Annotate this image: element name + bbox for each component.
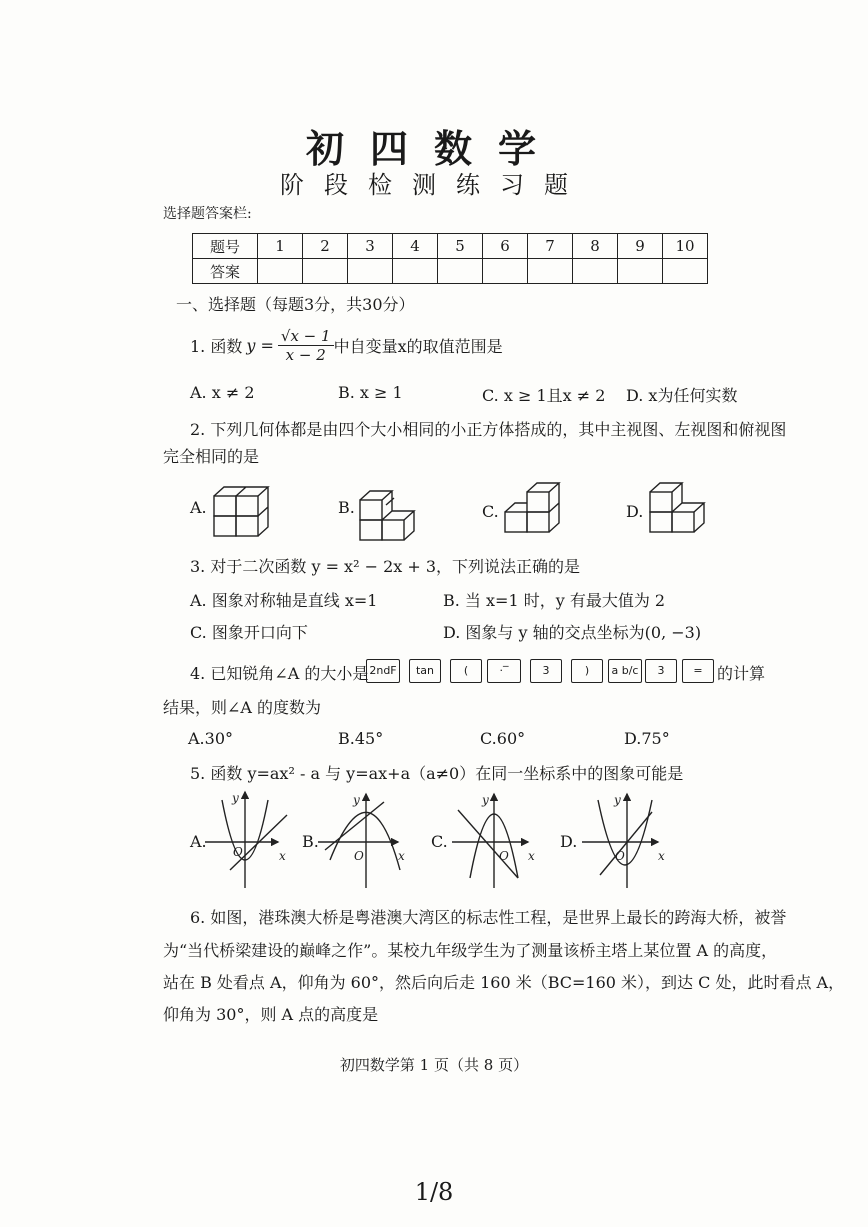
page-subtitle: 阶段检测练习题: [280, 171, 588, 199]
q5-c-axis-y: y: [482, 793, 489, 807]
q5-c-origin: O: [499, 849, 509, 863]
q5-graph-d: [582, 794, 658, 888]
q3-option-d: D. 图象与 y 轴的交点坐标为(0, −3): [443, 623, 702, 642]
q5-b-axis-y: y: [353, 793, 360, 807]
answer-table-head: 答案: [193, 259, 258, 284]
q5-a-axis-x: x: [279, 849, 286, 863]
q6-line-1: 6. 如图，港珠澳大桥是粤港澳大湾区的标志性工程，是世界上最长的跨海大桥，被誉: [190, 908, 787, 927]
q1-option-c: C. x ≥ 1且x ≠ 2: [482, 386, 606, 405]
q2-option-c-label: C.: [482, 502, 499, 521]
q1-option-a: A. x ≠ 2: [190, 383, 255, 402]
q4-option-c: C.60°: [480, 729, 526, 748]
q5-b-origin: O: [354, 849, 364, 863]
answer-table-number: 9: [618, 234, 663, 259]
q5-graph-a: [205, 792, 287, 888]
q1-y: y =: [246, 336, 274, 355]
answer-table-number: 6: [483, 234, 528, 259]
answer-bar-label: 选择题答案栏:: [163, 206, 252, 222]
q5-a-origin: O: [233, 845, 243, 859]
q5-text: 5. 函数 y=ax² - a 与 y=ax+a（a≠0）在同一坐标系中的图象可能是: [190, 764, 684, 783]
q1-numerator: √x − 1: [278, 327, 334, 346]
q1-option-d: D. x为任何实数: [626, 386, 738, 405]
q5-a-axis-y: y: [232, 791, 239, 805]
q5-b-axis-x: x: [398, 849, 405, 863]
q3-option-a: A. 图象对称轴是直线 x=1: [190, 591, 378, 610]
q1-option-b: B. x ≥ 1: [338, 383, 403, 402]
q2-line-1: 2. 下列几何体都是由四个大小相同的小正方体搭成的，其中主视图、左视图和俯视图: [190, 420, 787, 439]
q5-graph-b: [318, 794, 400, 888]
q4-option-d: D.75°: [624, 729, 670, 748]
q2-option-b-label: B.: [338, 498, 355, 517]
q2-line-2: 完全相同的是: [163, 447, 260, 466]
q4-option-b: B.45°: [338, 729, 384, 748]
q4-option-a: A.30°: [188, 729, 233, 748]
q1-prefix: 1. 函数: [190, 337, 243, 356]
q5-d-axis-y: y: [614, 793, 621, 807]
answer-table-number: 5: [438, 234, 483, 259]
q6-line-2: 为“当代桥梁建设的巅峰之作”。某校九年级学生为了测量该桥主塔上某位置 A 的高度，: [163, 941, 778, 960]
page-footer-label: 初四数学第 1 页（共 8 页）: [339, 1056, 529, 1074]
calc-key-fraction: a b/c: [608, 659, 642, 683]
q2-option-d-label: D.: [626, 502, 644, 521]
answer-table-number: 4: [393, 234, 438, 259]
q1-denominator: x − 2: [285, 346, 326, 364]
calc-key-close-paren: ): [571, 659, 603, 683]
calc-key-3: 3: [645, 659, 677, 683]
q6-line-3: 站在 B 处看点 A，仰角为 60°，然后向后走 160 米（BC=160 米），到达 C 处，此时看点 A，: [163, 973, 845, 992]
q3-text: 3. 对于二次函数 y = x² − 2x + 3，下列说法正确的是: [190, 557, 581, 576]
q3-option-b: B. 当 x=1 时，y 有最大值为 2: [443, 591, 666, 610]
answer-table-number: 2: [303, 234, 348, 259]
answer-table-number: 3: [348, 234, 393, 259]
answer-table-number: 8: [573, 234, 618, 259]
q5-option-b-label: B.: [302, 832, 319, 851]
q6-line-4: 仰角为 30°，则 A 点的高度是: [163, 1005, 379, 1024]
calc-key-2ndf: 2ndF: [366, 659, 400, 683]
answer-table-number: 7: [528, 234, 573, 259]
q5-d-origin: O: [615, 849, 625, 863]
q4-prefix: 4. 已知锐角∠A 的大小是: [190, 664, 369, 683]
calc-key-open-paren: (: [450, 659, 482, 683]
q3-option-c: C. 图象开口向下: [190, 623, 308, 642]
section-heading: 一、选择题（每题3分，共30分）: [176, 295, 415, 314]
calc-key-3: 3: [530, 659, 562, 683]
q4-line-2: 结果，则∠A 的度数为: [163, 698, 322, 717]
q5-graph-c: [452, 794, 528, 888]
q4-suffix: 的计算: [717, 664, 766, 683]
answer-table-head: 题号: [193, 234, 258, 259]
page-number: 1/8: [414, 1178, 454, 1206]
q2-option-a-label: A.: [190, 498, 207, 517]
q1-suffix: 中自变量x的取值范围是: [333, 337, 503, 356]
answer-table-number: 10: [663, 234, 708, 259]
answer-table-number: 1: [258, 234, 303, 259]
calc-key-equals: =: [682, 659, 714, 683]
calc-key-sqrt: ·‾: [487, 659, 521, 683]
q5-option-c-label: C.: [431, 832, 448, 851]
page-title: 初四数学: [305, 126, 562, 171]
q5-d-axis-x: x: [658, 849, 665, 863]
q5-c-axis-x: x: [528, 849, 535, 863]
q5-option-a-label: A.: [190, 832, 207, 851]
q5-option-d-label: D.: [560, 832, 578, 851]
calc-key-tan: tan: [409, 659, 441, 683]
